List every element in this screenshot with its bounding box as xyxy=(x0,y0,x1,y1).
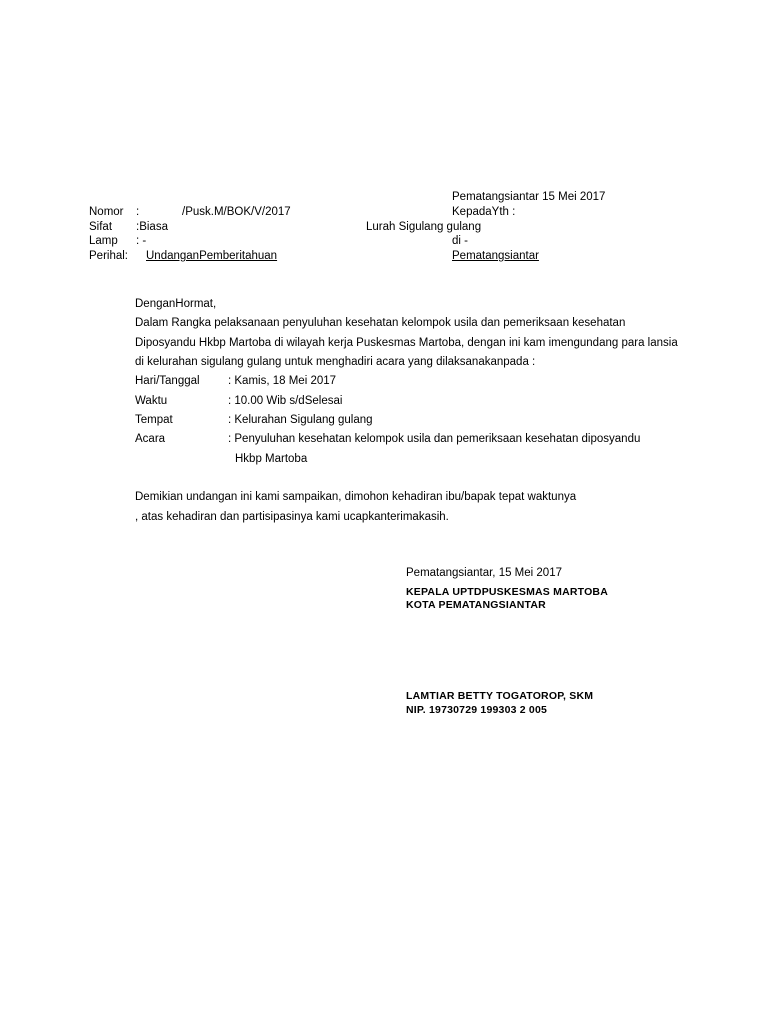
signature-title: KEPALA UPTDPUSKESMAS MARTOBA xyxy=(406,586,608,598)
paragraph-line: Dalam Rangka pelaksanaan penyuluhan kesehatan kelompok usila dan pemeriksaan kesehatan xyxy=(135,317,626,329)
acara-label: Acara xyxy=(135,433,166,445)
signature-date: Pematangsiantar, 15 Mei 2017 xyxy=(406,567,562,579)
recipient-city: Pematangsiantar xyxy=(452,250,539,262)
lamp-value: : - xyxy=(136,235,147,247)
nomor-value: /Pusk.M/BOK/V/2017 xyxy=(182,206,291,218)
signatory-nip: NIP. 19730729 199303 2 005 xyxy=(406,704,548,716)
perihal-label: Perihal: xyxy=(89,250,128,262)
hari-value: : Kamis, 18 Mei 2017 xyxy=(228,375,337,387)
di-label: di - xyxy=(452,235,468,247)
closing-line: , atas kehadiran dan partisipasinya kami ucapkanterimakasih. xyxy=(135,511,449,523)
waktu-label: Waktu xyxy=(135,395,168,407)
greeting: DenganHormat, xyxy=(135,298,217,310)
perihal-value: UndanganPemberitahuan xyxy=(146,250,278,262)
tempat-value: : Kelurahan Sigulang gulang xyxy=(228,414,373,426)
kepada-label: KepadaYth : xyxy=(452,206,516,218)
letter-date: Pematangsiantar 15 Mei 2017 xyxy=(452,191,606,203)
sifat-value: :Biasa xyxy=(136,221,168,233)
nomor-colon: : xyxy=(136,206,140,218)
acara-value: : Penyuluhan kesehatan kelompok usila dan pemeriksaan kesehatan diposyandu xyxy=(228,433,641,445)
acara-value-continued: Hkbp Martoba xyxy=(235,453,308,465)
tempat-label: Tempat xyxy=(135,414,173,426)
paragraph-line: Diposyandu Hkbp Martoba di wilayah kerja Puskesmas Martoba, dengan ini kam imengundang para lansia xyxy=(135,337,678,349)
recipient-name: Lurah Sigulang gulang xyxy=(366,221,482,233)
closing-line: Demikian undangan ini kami sampaikan, dimohon kehadiran ibu/bapak tepat waktunya xyxy=(135,491,577,503)
hari-label: Hari/Tanggal xyxy=(135,375,200,387)
signatory-name: LAMTIAR BETTY TOGATOROP, SKM xyxy=(406,690,594,702)
paragraph-line: di kelurahan sigulang gulang untuk menghadiri acara yang dilaksanakanpada : xyxy=(135,356,536,368)
nomor-label: Nomor xyxy=(89,206,124,218)
sifat-label: Sifat xyxy=(89,221,113,233)
signature-title-city: KOTA PEMATANGSIANTAR xyxy=(406,599,546,611)
waktu-value: : 10.00 Wib s/dSelesai xyxy=(228,395,343,407)
lamp-label: Lamp xyxy=(89,235,118,247)
